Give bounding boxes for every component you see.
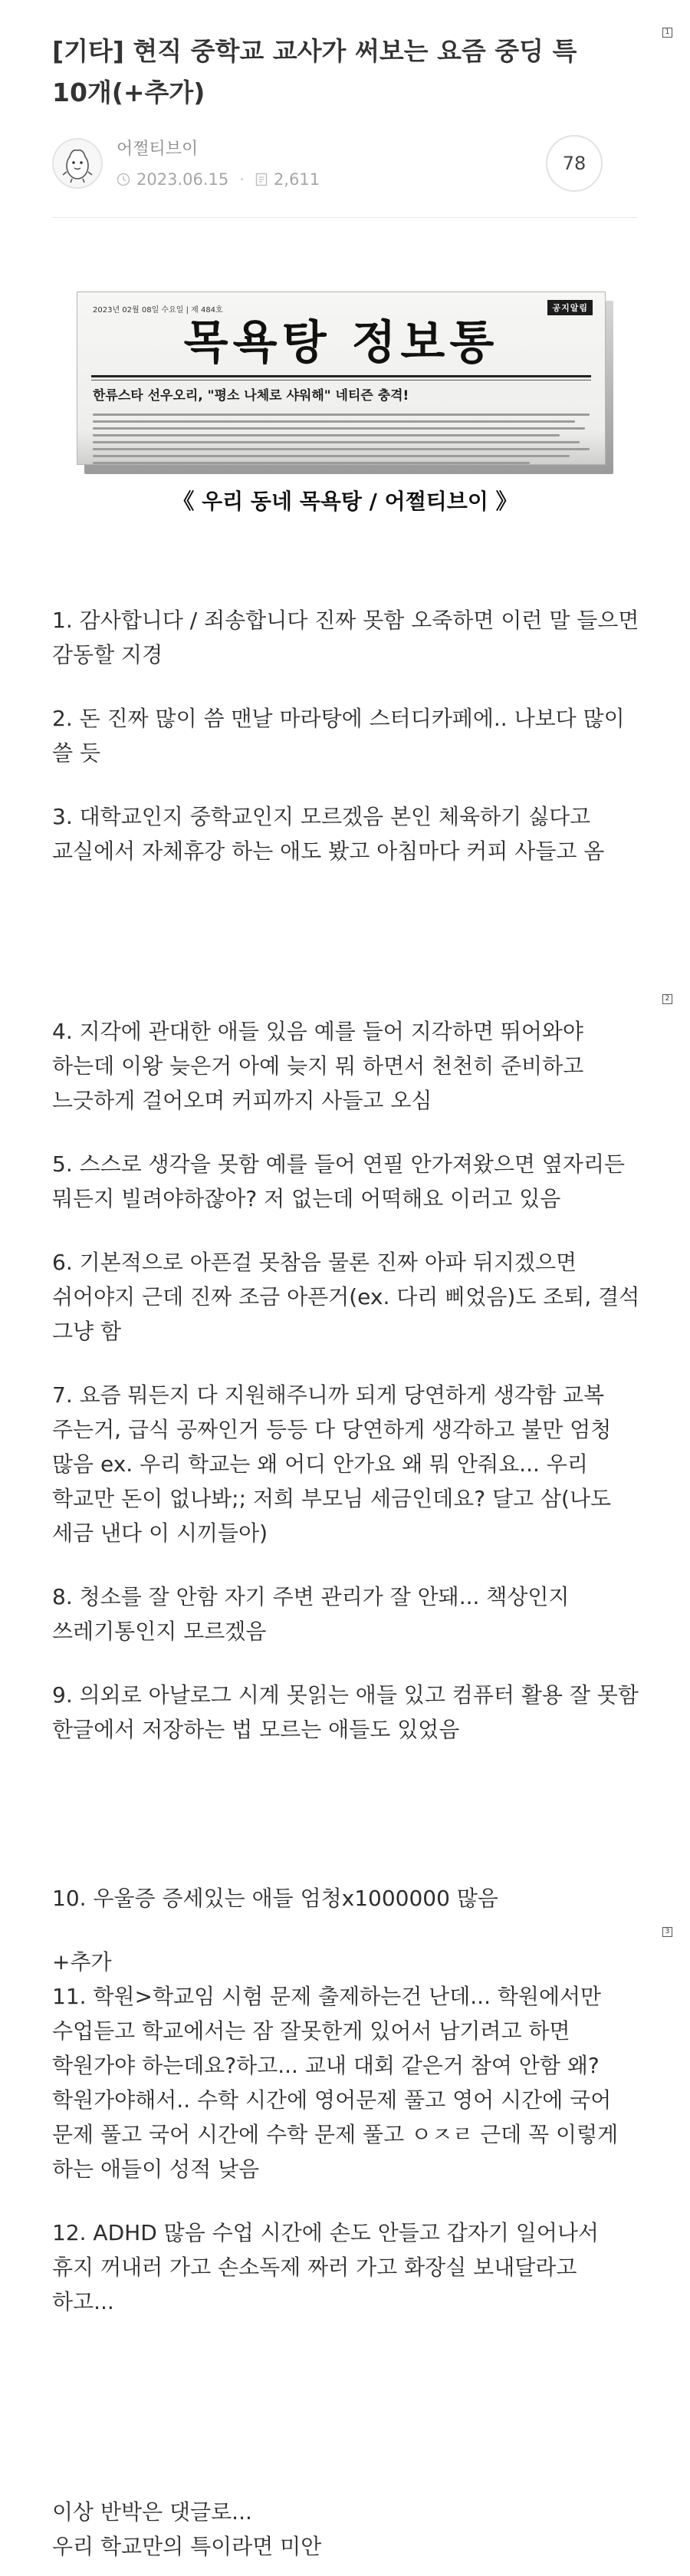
newspaper-body-lines — [93, 413, 590, 465]
newspaper-text-line — [93, 455, 570, 457]
post-body-part3 — [52, 1881, 642, 2319]
newspaper-headline: 한류스타 선우오리, "평소 나체로 샤워해" 네티즌 충격! — [93, 388, 409, 404]
body-paragraph: 6. 기본적으로 아픈걸 못참음 물론 진짜 아파 뒤지겠으면 쉬어야지 근데 진짜 조금 아픈거(ex. 다리 삐었음)도 조퇴, 결석 그냥 함 — [52, 1250, 640, 1344]
meta-separator-dot: · — [239, 170, 245, 189]
newspaper-masthead: 목욕탕 정보통 — [183, 316, 499, 370]
body-paragraph: 12. ADHD 많음 수업 시간에 손도 안들고 갑자기 일어나서 휴지 꺼내러 가고 손소독제 짜러 가고 화장실 보내달라고 하고... — [52, 2220, 599, 2314]
newspaper-text-line — [93, 434, 560, 436]
newspaper-text-line — [93, 420, 575, 423]
body-paragraph: 7. 요즘 뭐든지 다 지원해주니까 되게 당연하게 생각함 교복 주는거, 급식 공짜인거 등등 다 당연하게 생각하고 불만 엄청 많음 ex. 우리 학교는 왜 어디 안가요 왜 뭐 안줘요... 우리 학교만 돈이 없나봐;; 저희 부모님 세금인데요? 달고 삼(나도 세금 낸다 이 시끼들아) — [52, 1382, 612, 1546]
default-avatar-icon — [54, 140, 101, 187]
body-paragraph: 9. 의외로 아날로그 시계 못읽는 애들 있고 컴퓨터 활용 잘 못함 한글에서 저장하는 법 모르는 애들도 있었음 — [52, 1682, 639, 1742]
post-body-part2 — [52, 1014, 642, 1747]
body-paragraph: 8. 청소를 잘 안함 자기 주변 관리가 잘 안돼... 책상인지 쓰레기통인지 모르겠음 — [52, 1584, 570, 1644]
post-body-closing — [52, 2495, 642, 2564]
body-paragraph: 2. 돈 진짜 많이 씀 맨날 마라탕에 스터디카페에.. 나보다 많이 쓸 듯 — [52, 706, 625, 766]
clock-icon — [117, 173, 130, 186]
newspaper-badge: 공지알림 — [547, 300, 593, 315]
post-image-newspaper — [77, 292, 613, 474]
newspaper-text-line — [93, 462, 530, 464]
body-paragraph: +추가 11. 학원>학교임 시험 문제 출제하는건 난데... 학원에서만 수업듣고 학교에서는 잠 잘못한게 있어서 남기려고 하면 학원가야 하는데요?하고... 교내 대회 같은거 참여 안함 왜? 학원가야해서.. 수학 시간에 영어문제 풀고 영어 시간에 국어 문제 풀고 국어 시간에 수학 문제 풀고 ㅇㅈㄹ 근데 꼭 이렇게 하는 애들이 성적 낮음 — [52, 1949, 619, 2182]
closing-paragraph: 이상 반박은 댓글로... 우리 학교만의 특이라면 미안 — [52, 2499, 322, 2559]
newspaper-text-line — [93, 427, 585, 430]
document-icon — [255, 173, 268, 186]
body-paragraph: 4. 지각에 관대한 애들 있음 예를 들어 지각하면 뛰어와야 하는데 이왕 늦은거 아예 늦지 뭐 하면서 천천히 준비하고 느긋하게 걸어오며 커피까지 사들고 오심 — [52, 1019, 584, 1113]
post-meta — [117, 168, 320, 191]
body-paragraph: 1. 감사합니다 / 죄송합니다 진짜 못함 오죽하면 이런 말 들으면 감동할 지경 — [52, 608, 639, 667]
author-name[interactable]: 어쩔티브이 — [117, 140, 199, 159]
post-title: [기타] 현직 중학교 교사가 써보는 요즘 중딩 특 10개(+추가) — [52, 36, 577, 107]
body-paragraph: 10. 우울증 증세있는 애들 엄청x1000000 많음 — [52, 1886, 498, 1911]
image-caption: 《 우리 동네 목욕탕 / 어쩔티브이 》 — [172, 489, 518, 514]
body-paragraph: 5. 스스로 생각을 못함 예를 들어 연필 안가져왔으면 옆자리든 뭐든지 빌려야하잖아? 저 없는데 어떡해요 이러고 있음 — [52, 1151, 626, 1211]
view-count: 2,611 — [273, 170, 320, 189]
page-marker-1: 1 — [662, 28, 672, 38]
comment-count-badge[interactable]: 78 — [546, 135, 603, 192]
page-marker-2: 2 — [662, 994, 672, 1004]
newspaper-text-line — [93, 448, 590, 450]
newspaper-front-sheet — [77, 292, 606, 465]
post-body-part1 — [52, 603, 642, 868]
newspaper-text-line — [93, 413, 590, 416]
post-date: 2023.06.15 — [136, 170, 229, 189]
newspaper-issue-line: 2023년 02월 08일 수요일 | 제 484호 — [93, 306, 223, 315]
newspaper-rule — [91, 375, 591, 377]
page-marker-3: 3 — [662, 1927, 672, 1937]
header-divider — [52, 217, 638, 218]
newspaper-text-line — [93, 441, 580, 443]
body-paragraph: 3. 대학교인지 중학교인지 모르겠음 본인 체육하기 싫다고 교실에서 자체휴강 하는 애도 봤고 아침마다 커피 사들고 옴 — [52, 804, 605, 864]
author-avatar[interactable] — [52, 138, 103, 189]
